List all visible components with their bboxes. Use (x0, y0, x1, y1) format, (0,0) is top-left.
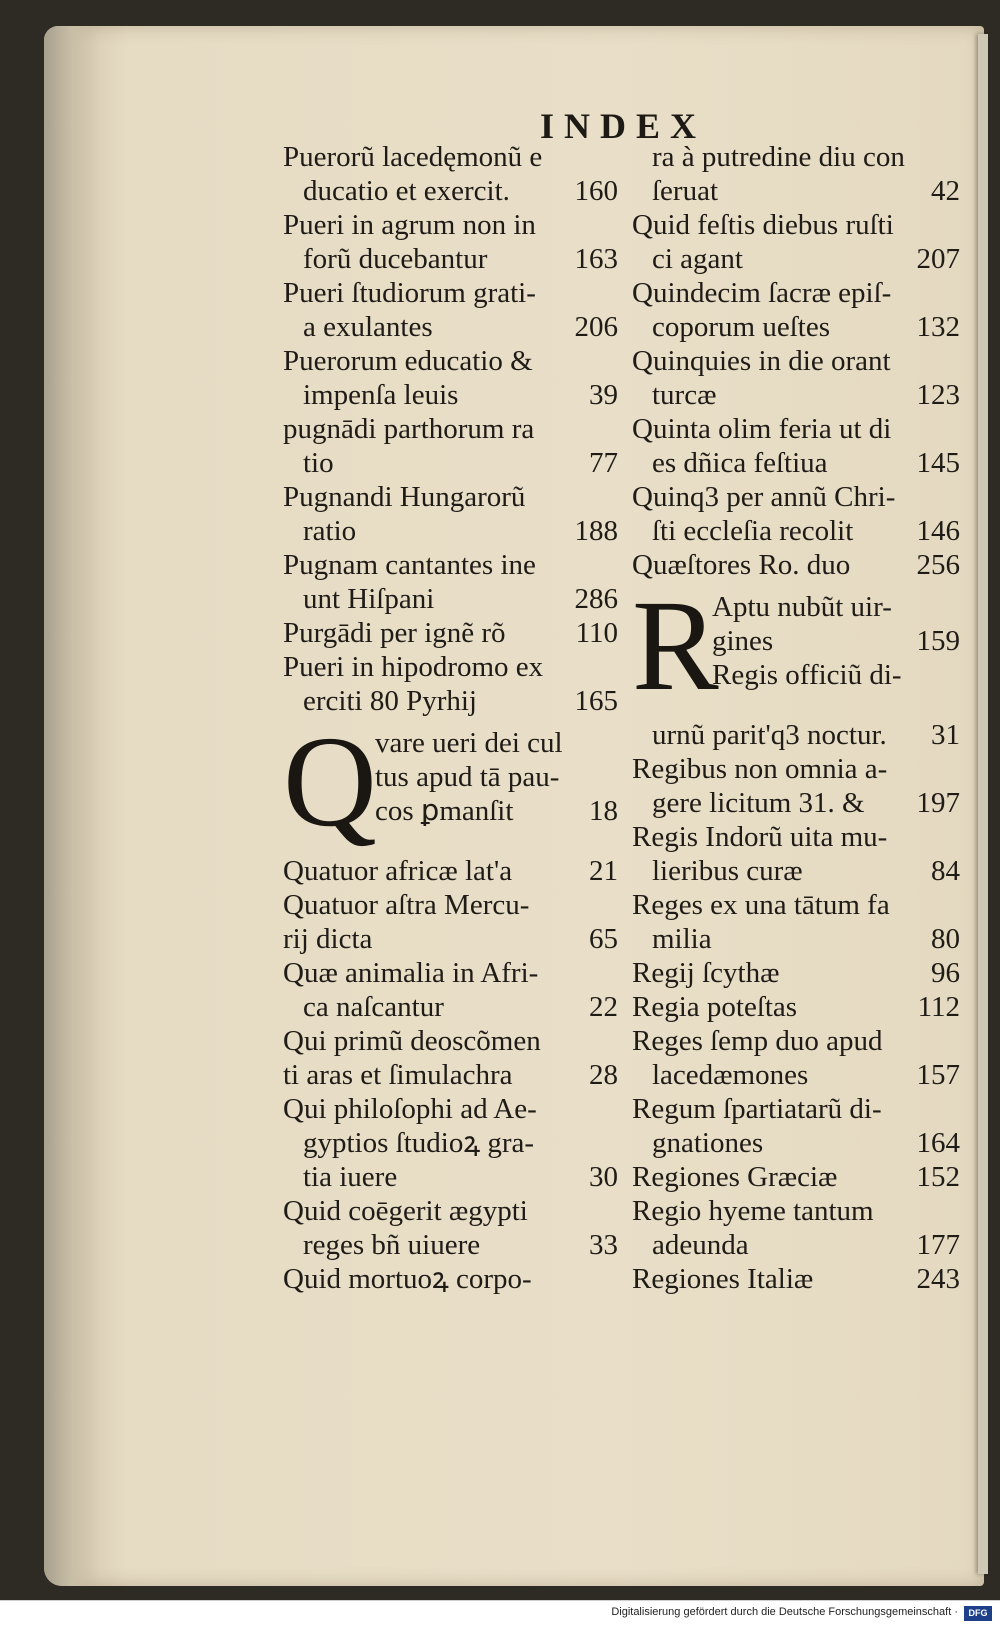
entry-text: Reges ex una tātum fa (632, 889, 890, 921)
entry-page-number: 157 (916, 1059, 960, 1091)
index-entry-line (632, 140, 960, 174)
index-column-left (283, 140, 618, 1296)
entry-text: Quid feſtis diebus ruſti (632, 209, 894, 241)
index-entry-line (283, 1262, 618, 1296)
entry-text: Puerorũ lacedęmonũ e (283, 141, 543, 173)
entry-page-number: 207 (916, 243, 960, 275)
entry-text: Regis officiũ di- (712, 659, 902, 691)
index-entry-line (283, 242, 618, 276)
index-entry-line (283, 888, 618, 922)
index-entry-line (632, 718, 960, 752)
entry-text: ſeruat (652, 175, 719, 207)
index-entry-line (283, 480, 618, 514)
index-entry-line (283, 548, 618, 582)
index-entry-line (283, 1092, 618, 1126)
entry-text: Quinquies in die orant (632, 345, 891, 377)
entry-text: Quid mortuoꝝ corpo- (283, 1263, 532, 1295)
entry-text: Pueri in agrum non in (283, 209, 536, 241)
index-entry-line (283, 514, 618, 548)
entry-text: Quæ animalia in Afri- (283, 957, 539, 989)
index-entry-line (283, 854, 618, 888)
entry-text: milia (652, 923, 712, 955)
entry-text: ca naſcantur (303, 991, 444, 1023)
index-entry-line (632, 242, 960, 276)
index-entry-line (632, 1024, 960, 1058)
index-entry-line (712, 590, 960, 624)
index-entry-line (712, 624, 960, 658)
entry-page-number: 96 (931, 957, 960, 989)
entry-text: vare ueri dei cul (375, 727, 563, 759)
index-entry-line (283, 378, 618, 412)
entry-text: reges bñ uiuere (303, 1229, 481, 1261)
entry-page-number: 256 (916, 549, 960, 581)
entry-text: gyptios ſtudioꝝ gra- (303, 1127, 535, 1159)
page-right-edge (978, 34, 988, 1574)
index-entry-line (283, 956, 618, 990)
index-entry-line (632, 208, 960, 242)
index-entry-line (632, 1262, 960, 1296)
page-gutter-shadow (44, 26, 100, 1586)
entry-page-number: 146 (916, 515, 960, 547)
entry-page-number: 42 (931, 175, 960, 207)
entry-text: pugnādi parthorum ra (283, 413, 535, 445)
index-entry-line (283, 1058, 618, 1092)
entry-text: Quinta olim feria ut di (632, 413, 892, 445)
entry-text: impenſa leuis (303, 379, 459, 411)
entry-text: erciti 80 Pyrhij (303, 685, 477, 717)
entry-text: gnationes (652, 1127, 764, 1159)
index-entry-line (283, 990, 618, 1024)
index-entry-line (283, 616, 618, 650)
entry-text: adeunda (652, 1229, 749, 1261)
entry-page-number: 188 (574, 515, 618, 547)
entry-page-number: 31 (931, 719, 960, 751)
decorated-initial-block (632, 574, 960, 718)
index-entry-line (632, 752, 960, 786)
entry-page-number: 28 (589, 1059, 618, 1091)
entry-text: Qui philoſophi ad Ae- (283, 1093, 537, 1125)
index-entry-line (375, 794, 618, 828)
index-entry-line (632, 1092, 960, 1126)
entry-page-number: 159 (916, 625, 960, 657)
index-entry-line (632, 888, 960, 922)
footer-bar (0, 1600, 1000, 1627)
entry-text: urnũ parit'q3 noctur. (652, 719, 887, 751)
entry-text: coporum ueſtes (652, 311, 830, 343)
entry-text: Regum ſpartiatarũ di- (632, 1093, 882, 1125)
entry-text: Regia poteſtas (632, 991, 798, 1023)
entry-text: tus apud tā pau- (375, 761, 560, 793)
entry-text: Quatuor africæ lat'a (283, 855, 513, 887)
entry-text: Aptu nubũt uir- (712, 591, 892, 623)
index-entry-line (632, 956, 960, 990)
entry-text: a exulantes (303, 311, 433, 343)
entry-page-number: 177 (916, 1229, 960, 1261)
entry-text: ſti eccleſia recolit (652, 515, 854, 547)
index-entry-line (632, 1058, 960, 1092)
entry-text: Pueri ſtudiorum grati- (283, 277, 536, 309)
index-entry-line (632, 514, 960, 548)
entry-page-number: 80 (931, 923, 960, 955)
entry-text: Pugnandi Hungarorũ (283, 481, 526, 513)
entry-text: ducatio et exercit. (303, 175, 510, 207)
index-entry-line (283, 582, 618, 616)
entry-page-number: 65 (589, 923, 618, 955)
entry-text: es dñica feſtiua (652, 447, 828, 479)
index-entry-line (632, 344, 960, 378)
index-entry-line (375, 760, 618, 794)
entry-page-number: 206 (574, 311, 618, 343)
entry-text: rij dicta (283, 923, 373, 955)
entry-text: lieribus curæ (652, 855, 803, 887)
entry-page-number: 18 (589, 795, 618, 827)
entry-page-number: 21 (589, 855, 618, 887)
index-entry-line (632, 1126, 960, 1160)
index-entry-line (283, 208, 618, 242)
entry-text: Quid coēgerit ægypti (283, 1195, 528, 1227)
entry-text: turcæ (652, 379, 717, 411)
dfg-logo: DFG (964, 1606, 992, 1621)
entry-text: Regiones Græciæ (632, 1161, 838, 1193)
entry-text: ti aras et ſimulachra (283, 1059, 513, 1091)
index-entry-line (283, 310, 618, 344)
entry-text: Pugnam cantantes ine (283, 549, 536, 581)
entry-text: lacedæmones (652, 1059, 809, 1091)
index-entry-line (632, 820, 960, 854)
entry-text: unt Hiſpani (303, 583, 435, 615)
index-entry-line (283, 650, 618, 684)
index-entry-line (632, 480, 960, 514)
entry-page-number: 33 (589, 1229, 618, 1261)
index-entry-line (283, 174, 618, 208)
index-entry-line (283, 1126, 618, 1160)
entry-page-number: 77 (589, 447, 618, 479)
entry-page-number: 112 (917, 991, 960, 1023)
entry-text: Quindecim ſacræ epiſ- (632, 277, 892, 309)
entry-text: Quæſtores Ro. duo (632, 549, 851, 581)
decorated-initial-block (283, 710, 618, 854)
entry-page-number: 145 (916, 447, 960, 479)
index-entry-line (632, 276, 960, 310)
entry-page-number: 123 (916, 379, 960, 411)
entry-text: Regio hyeme tantum (632, 1195, 874, 1227)
index-entry-line (283, 1228, 618, 1262)
entry-text: cos ꝑmanſit (375, 795, 514, 827)
entry-page-number: 160 (574, 175, 618, 207)
entry-page-number: 286 (574, 583, 618, 615)
entry-text: tio (303, 447, 334, 479)
entry-text: tia iuere (303, 1161, 398, 1193)
footer-credit: Digitalisierung gefördert durch die Deutsche Forschungsgemeinschaft · (611, 1606, 958, 1618)
entry-text: Reges ſemp duo apud (632, 1025, 883, 1057)
entry-text: ra à putredine diu con (652, 141, 905, 173)
index-entry-line (632, 990, 960, 1024)
index-column-right (632, 140, 960, 1296)
entry-page-number: 163 (574, 243, 618, 275)
entry-page-number: 39 (589, 379, 618, 411)
index-entry-line (632, 786, 960, 820)
entry-page-number: 152 (916, 1161, 960, 1193)
index-entry-line (283, 446, 618, 480)
index-entry-line (632, 922, 960, 956)
entry-text: Quinq3 per annũ Chri- (632, 481, 896, 513)
index-entry-line (283, 1024, 618, 1058)
index-entry-line (283, 412, 618, 446)
entry-text: forũ ducebantur (303, 243, 488, 275)
index-entry-line (632, 446, 960, 480)
index-entry-line (632, 1194, 960, 1228)
entry-text: Pueri in hipodromo ex (283, 651, 544, 683)
index-entry-line (632, 174, 960, 208)
entry-page-number: 22 (589, 991, 618, 1023)
index-entry-line (283, 140, 618, 174)
entry-text: Quatuor aſtra Mercu- (283, 889, 530, 921)
entry-text: Purgādi per ignẽ rõ (283, 617, 506, 649)
entry-page-number: 197 (916, 787, 960, 819)
entry-page-number: 243 (916, 1263, 960, 1295)
index-entry-line (283, 276, 618, 310)
index-entry-line (632, 412, 960, 446)
index-entry-line (632, 378, 960, 412)
entry-text: ci agant (652, 243, 743, 275)
index-entry-line (632, 310, 960, 344)
index-entry-line (283, 1160, 618, 1194)
index-entry-line (283, 344, 618, 378)
entry-page-number: 132 (916, 311, 960, 343)
entry-text: gines (712, 625, 774, 657)
entry-text: Qui primũ deoscõmen (283, 1025, 541, 1057)
entry-page-number: 164 (916, 1127, 960, 1159)
entry-page-number: 30 (589, 1161, 618, 1193)
index-entry-line (283, 922, 618, 956)
entry-text: Regij ſcythæ (632, 957, 780, 989)
index-entry-line (632, 1228, 960, 1262)
index-entry-line (712, 658, 960, 692)
index-entry-line (632, 1160, 960, 1194)
entry-page-number: 165 (574, 685, 618, 717)
entry-text: Regiones Italiæ (632, 1263, 814, 1295)
entry-text: Regis Indorũ uita mu- (632, 821, 888, 853)
entry-text: Regibus non omnia a- (632, 753, 888, 785)
entry-text: gere licitum 31. & (652, 787, 865, 819)
entry-text: ratio (303, 515, 357, 547)
entry-page-number: 110 (575, 617, 618, 649)
index-entry-line (632, 854, 960, 888)
entry-page-number: 84 (931, 855, 960, 887)
entry-text: Puerorum educatio & (283, 345, 533, 377)
index-entry-line (283, 1194, 618, 1228)
decorated-initial-letter: Q (283, 710, 377, 854)
index-entry-line (375, 726, 618, 760)
index-header: INDEX (540, 106, 707, 146)
decorated-initial-letter: R (632, 574, 719, 718)
